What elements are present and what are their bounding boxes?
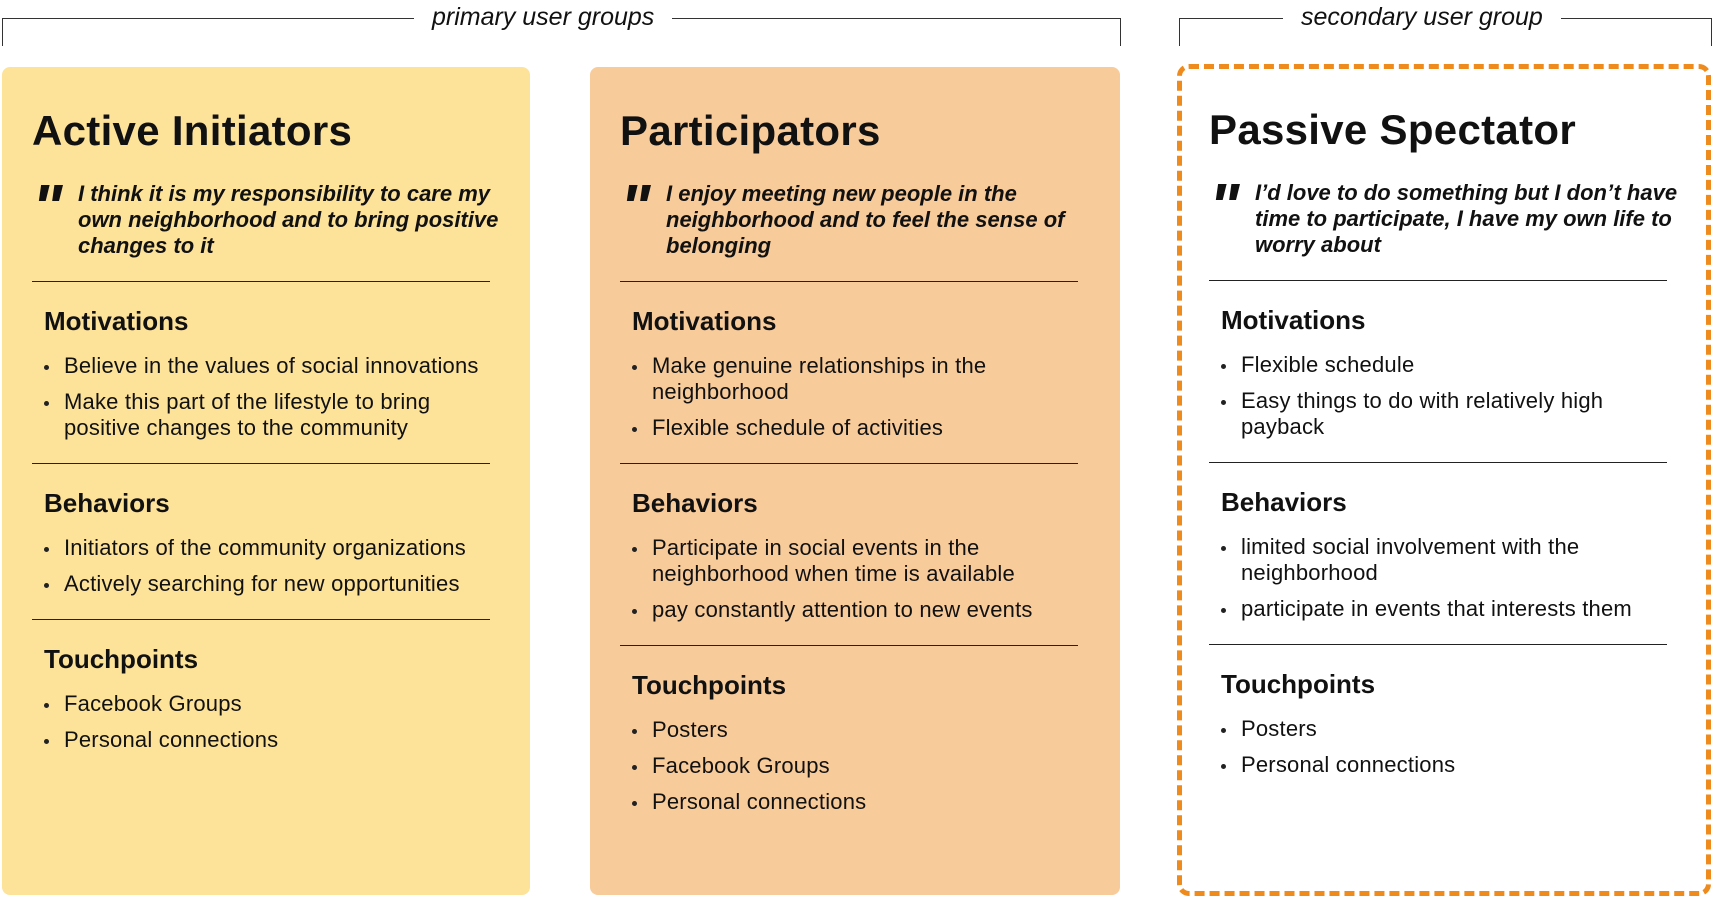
quote-text: I think it is my responsibility to care my own neighborhood and to bring positive changes to it <box>78 181 499 258</box>
persona-quote <box>620 171 1096 259</box>
divider <box>32 619 490 620</box>
behaviors-section <box>1209 487 1706 622</box>
list-item: Actively searching for new opportunities <box>44 571 494 597</box>
divider <box>32 281 490 282</box>
section-heading: Touchpoints <box>44 644 199 674</box>
list-item: Flexible schedule <box>1221 352 1671 378</box>
touchpoints-section <box>620 670 1120 815</box>
quote-mark-icon: " <box>1209 170 1234 242</box>
list-item: Personal connections <box>44 727 494 753</box>
section-heading: Motivations <box>44 306 189 336</box>
card-active-initiators <box>2 67 530 895</box>
list-item: Facebook Groups <box>44 691 494 717</box>
list-item: Personal connections <box>632 789 1082 815</box>
motivations-section <box>32 306 530 441</box>
divider <box>1209 280 1667 281</box>
list-item: Personal connections <box>1221 752 1671 778</box>
list-item: Easy things to do with relatively high payback <box>1221 388 1671 440</box>
list-item: Flexible schedule of activities <box>632 415 1082 441</box>
section-heading: Behaviors <box>44 488 170 518</box>
list-item: Make genuine relationships in the neighborhood <box>632 353 1082 405</box>
divider <box>1209 462 1667 463</box>
divider <box>1209 644 1667 645</box>
divider <box>620 645 1078 646</box>
section-heading: Motivations <box>1221 305 1366 335</box>
card-title: Active Initiators <box>32 107 353 154</box>
section-heading: Touchpoints <box>632 670 787 700</box>
list-item: Participate in social events in the neighborhood when time is available <box>632 535 1082 587</box>
secondary-group-label: secondary user group <box>1283 2 1561 32</box>
divider <box>620 463 1078 464</box>
list-item: Make this part of the lifestyle to bring positive changes to the community <box>44 389 494 441</box>
list-item: Posters <box>632 717 1082 743</box>
behaviors-section <box>620 488 1120 623</box>
section-heading: Touchpoints <box>1221 669 1376 699</box>
quote-mark-icon: " <box>620 171 645 243</box>
card-participators <box>590 67 1120 895</box>
persona-quote <box>32 171 508 259</box>
section-heading: Motivations <box>632 306 777 336</box>
motivations-section <box>620 306 1120 441</box>
touchpoints-section <box>32 644 530 753</box>
list-item: participate in events that interests them <box>1221 596 1671 622</box>
section-heading: Behaviors <box>1221 487 1347 517</box>
card-passive-spectator <box>1177 64 1711 896</box>
list-item: Believe in the values of social innovations <box>44 353 494 379</box>
card-title: Participators <box>620 107 881 154</box>
behaviors-section <box>32 488 530 597</box>
list-item: pay constantly attention to new events <box>632 597 1082 623</box>
list-item: Posters <box>1221 716 1671 742</box>
motivations-section <box>1209 305 1706 440</box>
touchpoints-section <box>1209 669 1706 778</box>
primary-groups-label: primary user groups <box>414 2 672 32</box>
list-item: limited social involvement with the neighborhood <box>1221 534 1671 586</box>
divider <box>620 281 1078 282</box>
list-item: Facebook Groups <box>632 753 1082 779</box>
section-heading: Behaviors <box>632 488 758 518</box>
divider <box>32 463 490 464</box>
persona-quote <box>1209 170 1685 258</box>
card-title: Passive Spectator <box>1209 106 1576 153</box>
quote-text: I’d love to do something but I don’t have time to participate, I have my own life to worry about <box>1255 180 1678 257</box>
quote-mark-icon: " <box>32 171 57 243</box>
quote-text: I enjoy meeting new people in the neighborhood and to feel the sense of belonging <box>666 181 1065 258</box>
list-item: Initiators of the community organizations <box>44 535 494 561</box>
